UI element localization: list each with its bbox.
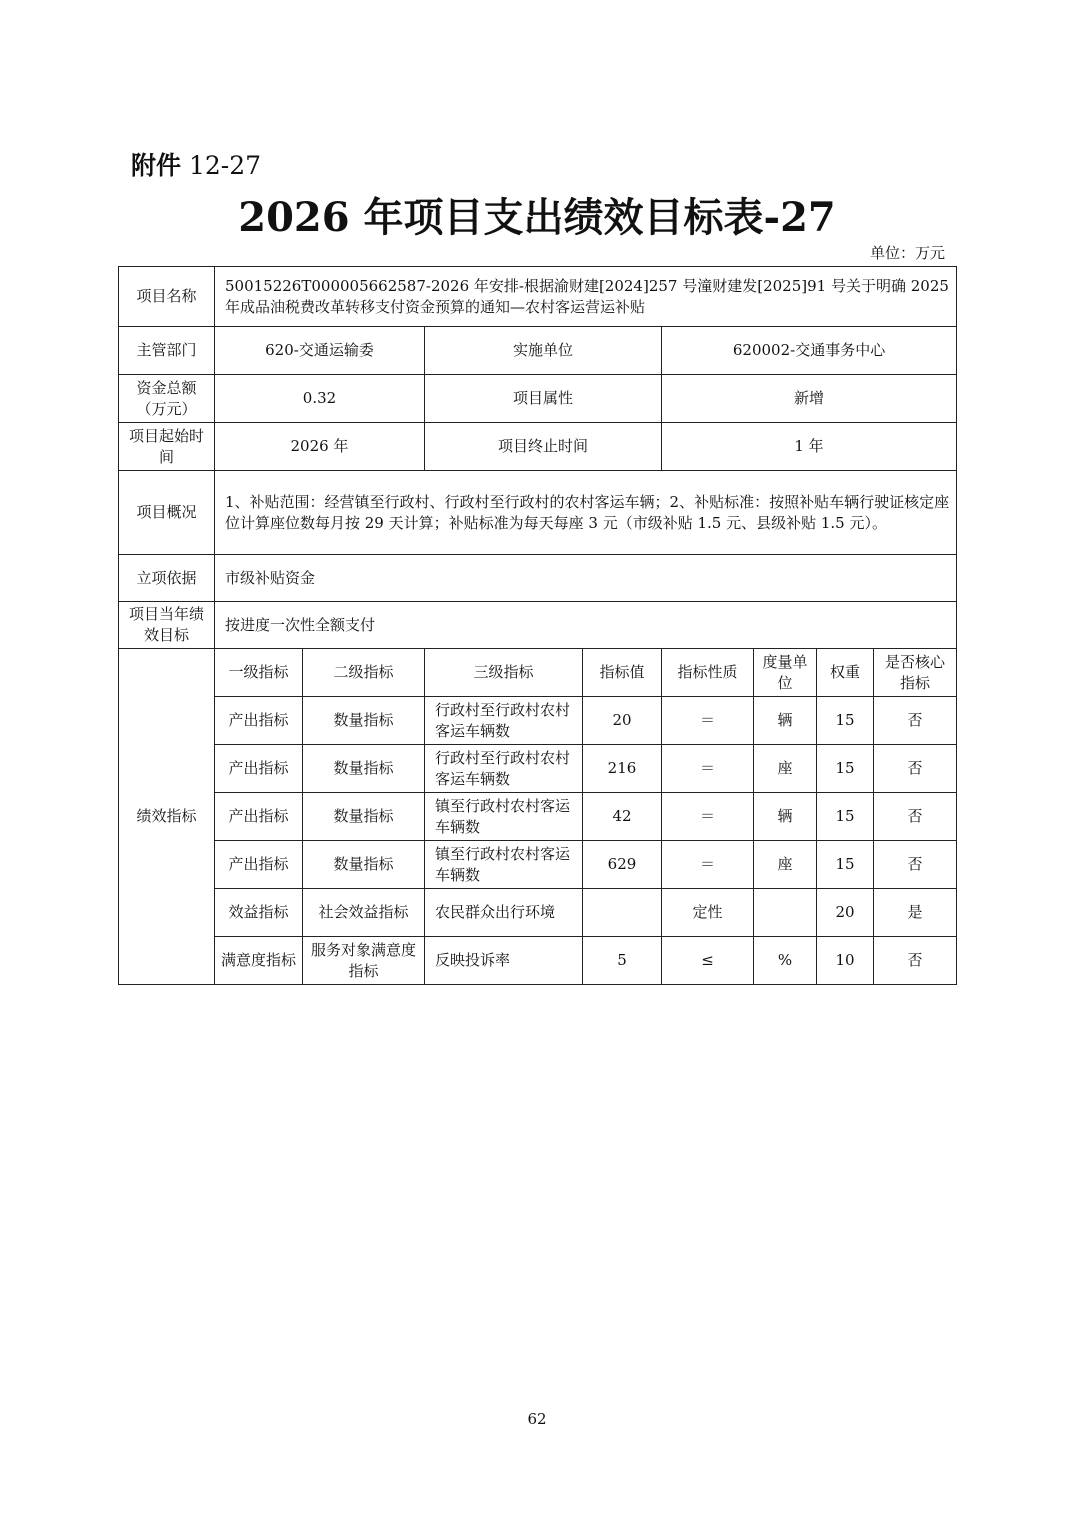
cell-level1: 产出指标 [215,793,303,841]
overview-row [119,471,957,555]
dept-row [119,327,957,375]
cell-level2: 数量指标 [303,841,425,889]
cell-nature: ＝ [662,793,754,841]
header-weight: 权重 [817,649,874,697]
table-row [119,793,957,841]
cell-value: 629 [583,841,662,889]
period-row [119,423,957,471]
table-row [119,937,957,985]
header-nature: 指标性质 [662,649,754,697]
cell-level3: 镇至行政村农村客运车辆数 [425,793,583,841]
cell-level1: 效益指标 [215,889,303,937]
goal-row [119,602,957,649]
cell-core: 否 [874,841,957,889]
page-number: 62 [527,1410,547,1428]
attachment-prefix: 附件 [131,151,182,180]
table-row [119,841,957,889]
fund-label: 资金总额（万元） [119,375,215,423]
cell-value: 5 [583,937,662,985]
cell-unit: % [754,937,817,985]
project-name-row [119,267,957,327]
cell-weight: 15 [817,793,874,841]
header-level3: 三级指标 [425,649,583,697]
project-name-label: 项目名称 [119,267,215,327]
basis-row [119,555,957,602]
cell-level1: 产出指标 [215,745,303,793]
cell-unit: 座 [754,745,817,793]
cell-level2: 数量指标 [303,793,425,841]
cell-core: 是 [874,889,957,937]
cell-level3: 反映投诉率 [425,937,583,985]
fund-value: 0.32 [215,375,425,423]
dept-label: 主管部门 [119,327,215,375]
cell-level1: 产出指标 [215,697,303,745]
goal-label: 项目当年绩效目标 [119,602,215,649]
cell-unit: 辆 [754,697,817,745]
end-label: 项目终止时间 [425,423,662,471]
cell-weight: 15 [817,697,874,745]
attachment-label [131,146,261,182]
cell-level3: 镇至行政村农村客运车辆数 [425,841,583,889]
cell-core: 否 [874,697,957,745]
cell-level3: 农民群众出行环境 [425,889,583,937]
basis-value: 市级补贴资金 [215,555,957,602]
header-value: 指标值 [583,649,662,697]
impl-label: 实施单位 [425,327,662,375]
cell-nature: ＝ [662,745,754,793]
cell-weight: 20 [817,889,874,937]
start-value: 2026 年 [215,423,425,471]
header-unit: 度量单位 [754,649,817,697]
indicator-section-label: 绩效指标 [119,649,215,985]
attr-label: 项目属性 [425,375,662,423]
dept-value: 620-交通运输委 [215,327,425,375]
header-core: 是否核心指标 [874,649,957,697]
cell-value: 216 [583,745,662,793]
impl-value: 620002-交通事务中心 [662,327,957,375]
cell-level1: 满意度指标 [215,937,303,985]
cell-level1: 产出指标 [215,841,303,889]
cell-weight: 15 [817,841,874,889]
cell-core: 否 [874,937,957,985]
cell-value: 20 [583,697,662,745]
overview-label: 项目概况 [119,471,215,555]
cell-nature: ＝ [662,841,754,889]
cell-unit: 座 [754,841,817,889]
cell-core: 否 [874,793,957,841]
cell-value: 42 [583,793,662,841]
unit-label: 单位：万元 [869,244,945,262]
cell-level2: 社会效益指标 [303,889,425,937]
cell-level3: 行政村至行政村农村客运车辆数 [425,697,583,745]
cell-weight: 10 [817,937,874,985]
attachment-number: 12-27 [188,151,262,180]
cell-unit [754,889,817,937]
project-name-value: 50015226T000005662587-2026 年安排-根据渝财建[2024]257 号潼财建发[2025]91 号关于明确 2025 年成品油税费改革转移支付资金预算的通知—农村客运营运补贴 [215,267,957,327]
cell-nature: 定性 [662,889,754,937]
cell-weight: 15 [817,745,874,793]
table-row [119,745,957,793]
header-level1: 一级指标 [215,649,303,697]
cell-level3: 行政村至行政村农村客运车辆数 [425,745,583,793]
cell-level2: 服务对象满意度指标 [303,937,425,985]
goal-value: 按进度一次性全额支付 [215,602,957,649]
table-row [119,697,957,745]
table-row [119,889,957,937]
cell-unit: 辆 [754,793,817,841]
attr-value: 新增 [662,375,957,423]
cell-value [583,889,662,937]
cell-level2: 数量指标 [303,697,425,745]
performance-table [118,266,957,985]
fund-row [119,375,957,423]
cell-level2: 数量指标 [303,745,425,793]
header-level2: 二级指标 [303,649,425,697]
end-value: 1 年 [662,423,957,471]
cell-nature: ≤ [662,937,754,985]
start-label: 项目起始时间 [119,423,215,471]
cell-nature: ＝ [662,697,754,745]
overview-value: 1、补贴范围：经营镇至行政村、行政村至行政村的农村客运车辆；2、补贴标准：按照补贴车辆行驶证核定座位计算座位数每月按 29 天计算；补贴标准为每天每座 3 元（市级补贴 1.5 元、县级补贴 1.5 元）。 [215,471,957,555]
indicator-header-row [119,649,957,697]
page-title: 2026 年项目支出绩效目标表-27 [238,194,836,241]
basis-label: 立项依据 [119,555,215,602]
cell-core: 否 [874,745,957,793]
